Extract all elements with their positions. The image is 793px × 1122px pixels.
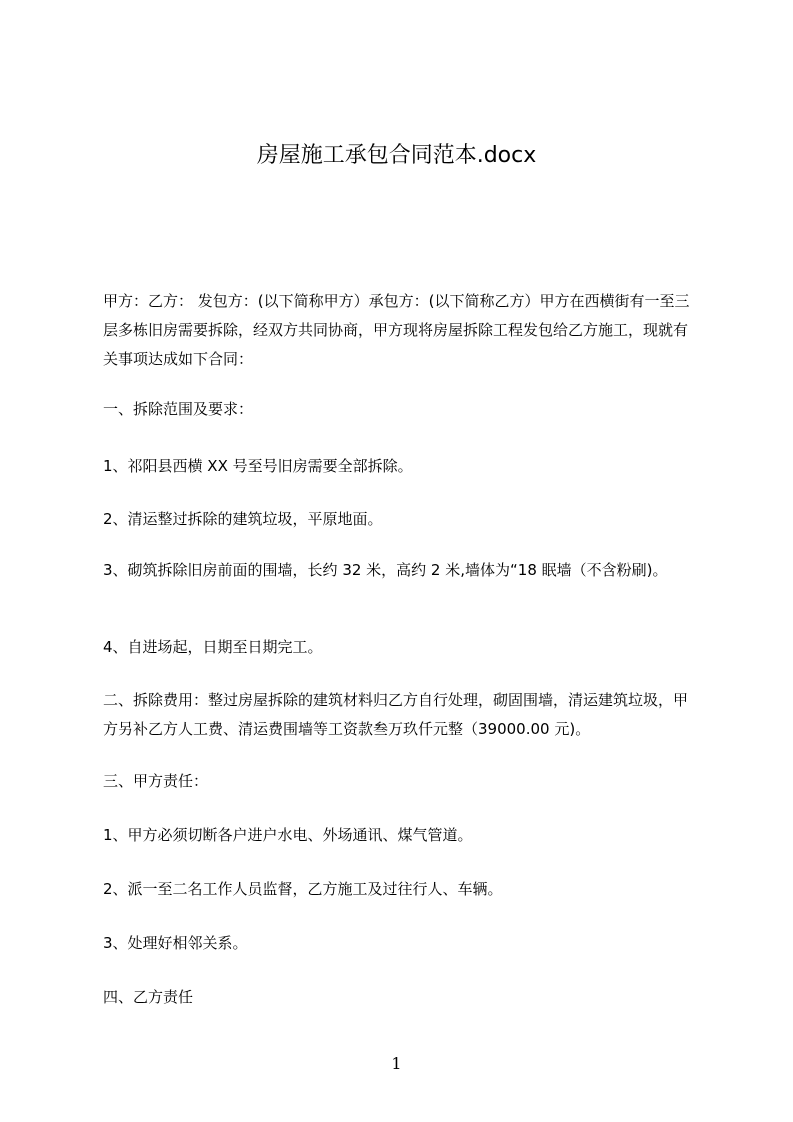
paragraph-section-3-item-3: 3、处理好相邻关系。	[103, 934, 248, 952]
paragraph-section-1-item-1: 1、祁阳县西横 XX 号至号旧房需要全部拆除。	[103, 457, 413, 475]
paragraph-section-1-item-4: 4、自进场起，日期至日期完工。	[103, 638, 323, 656]
page-number: 1	[391, 1054, 402, 1073]
paragraph-section-3-item-2: 2、派一至二名工作人员监督，乙方施工及过往行人、车辆。	[103, 880, 503, 898]
paragraph-section-2: 二、拆除费用：整过房屋拆除的建筑材料归乙方自行处理，砌固围墙，清运建筑垃圾，甲方另补乙方人工费、清运费围墙等工资款叁万玖仟元整（39000.00 元)。	[103, 691, 689, 738]
paragraph-section-3-item-1: 1、甲方必须切断各户进户水电、外场通讯、煤气管道。	[103, 826, 473, 844]
paragraph-section-4-heading: 四、乙方责任	[103, 988, 194, 1006]
paragraph-section-1-heading: 一、拆除范围及要求：	[103, 400, 254, 418]
document-title: 房屋施工承包合同范本.docx	[256, 143, 537, 168]
paragraph-section-3-heading: 三、甲方责任：	[103, 772, 209, 790]
paragraph-section-1-item-3: 3、砌筑拆除旧房前面的围墙，长约 32 米，高约 2 米,墙体为“18 眠墙（不含粉刷)。	[103, 561, 668, 579]
paragraph-intro: 甲方：乙方： 发包方：(以下简称甲方）承包方：(以下简称乙方）甲方在西横街有一至三层多栋旧房需要拆除，经双方共同协商，甲方现将房屋拆除工程发包给乙方施工，现就有关事项达成如下合同：	[103, 292, 690, 368]
paragraph-section-1-item-2: 2、清运整过拆除的建筑垃圾，平原地面。	[103, 510, 383, 528]
